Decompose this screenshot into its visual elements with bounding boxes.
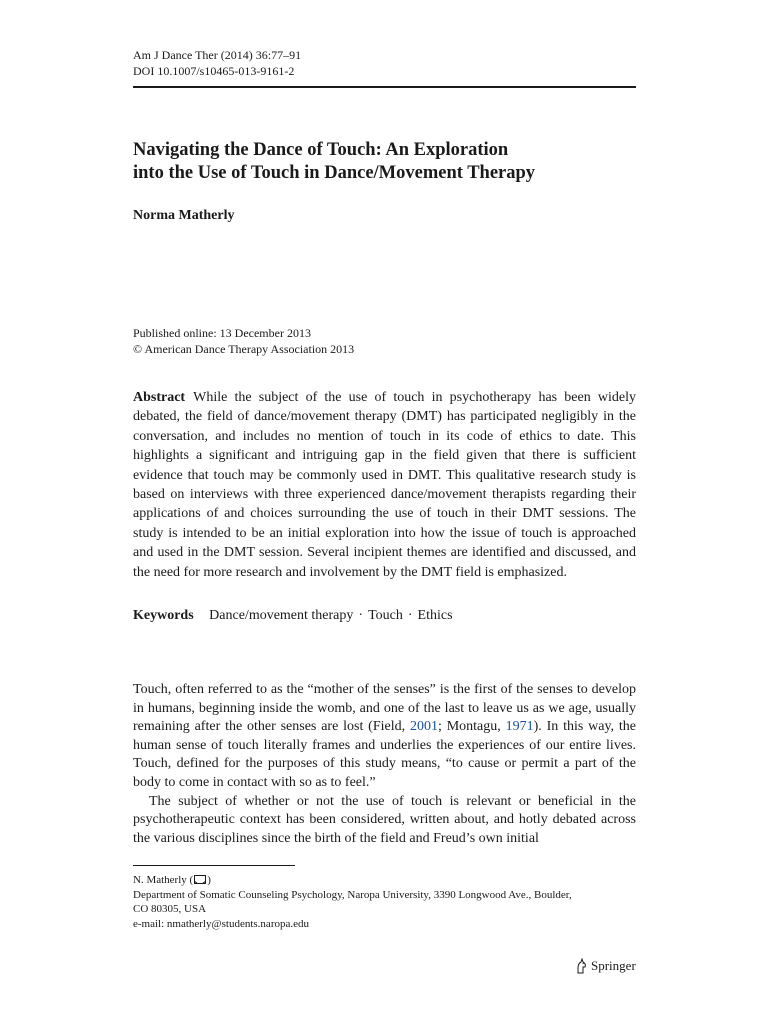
envelope-icon: [194, 875, 206, 884]
author-footnote: [133, 873, 636, 931]
citation-link-montagu-1971[interactable]: 1971: [505, 719, 534, 735]
journal-doi: DOI 10.1007/s10465-013-9161-2: [133, 64, 295, 78]
abstract-text: While the subject of the use of touch in psychotherapy has been widely debated, the field of dance/movement therapy (DMT) has participated negligibly in the conversation, and includes no mention of touch in its code of ethics to date. This highlights a significant and intriguing gap in the field given that there is sufficient evidence that touch may be commonly used in DMT. This qualitative research study is based on interviews with three experienced dance/movement therapists regarding their applications of and choices surrounding the use of touch in their DMT sessions. The study is intended to be an initial exploration into how the issue of touch is approached and used in the DMT session. Several incipient themes are identified and discussed, and the need for more research and involvement by the DMT field is emphasized.: [133, 390, 636, 580]
published-date: Published online: 13 December 2013: [133, 326, 311, 340]
paragraph-text: ). In this way, the human sense of touch literally frames and underlies the experiences of our entire lives. Touch, defined for the purposes of this study means, “to cause or permit a part of the body to come in contact with so as to feel.”: [133, 719, 636, 790]
abstract-label: Abstract: [133, 390, 186, 405]
footnote-author-name: N. Matherly (: [133, 874, 194, 886]
article-title-line-2: into the Use of Touch in Dance/Movement Therapy: [133, 163, 536, 183]
paragraph: [133, 681, 636, 793]
article-title: [133, 139, 643, 185]
publisher-name: Springer: [591, 958, 636, 973]
citation-link-field-2001[interactable]: 2001: [409, 719, 438, 735]
article-title-line-1: Navigating the Dance of Touch: An Exploration: [133, 140, 509, 160]
keyword-separator: ·: [407, 608, 413, 623]
footnote-affiliation: Department of Somatic Counseling Psychology, Naropa University, 3390 Longwood Ave., Boulder,: [133, 888, 572, 901]
springer-horse-icon: [575, 958, 588, 974]
footnote-rule: [133, 865, 295, 866]
keyword-separator: ·: [358, 608, 364, 623]
body-text: [133, 681, 636, 848]
article-author: Norma Matherly: [133, 208, 235, 223]
footnote-affiliation-continued: CO 80305, USA: [133, 903, 207, 915]
footnote-email: e-mail: nmatherly@students.naropa.edu: [133, 917, 309, 930]
abstract: [133, 388, 636, 582]
copyright-notice: © American Dance Therapy Association 2013: [133, 342, 355, 356]
paragraph: The subject of whether or not the use of touch is relevant or beneficial in the psychotherapeutic context has been considered, written about, and hotly debated across the various disciplines since the birth of the field and Freud’s own initial: [133, 793, 636, 846]
journal-header: [133, 47, 301, 79]
keyword: Dance/movement therapy: [209, 608, 354, 623]
footnote-author: [133, 873, 636, 888]
paragraph-text: Touch, often referred to as the “mother of the senses” is the first of the senses to develop in humans, beginning inside the womb, and one of the last to leave us as we age, usually remaining after the other senses are lost (Field,: [133, 682, 636, 735]
publication-info: [133, 325, 354, 357]
publisher-logo: [575, 958, 636, 974]
paragraph-text: ; Montagu,: [437, 719, 506, 735]
keywords-label: Keywords: [133, 608, 194, 623]
keyword: Ethics: [417, 608, 453, 623]
journal-citation: Am J Dance Ther (2014) 36:77–91: [133, 48, 302, 62]
keywords: [133, 608, 453, 624]
keyword: Touch: [368, 608, 403, 623]
footnote-author-close: ): [207, 874, 211, 886]
header-rule: [133, 86, 636, 88]
